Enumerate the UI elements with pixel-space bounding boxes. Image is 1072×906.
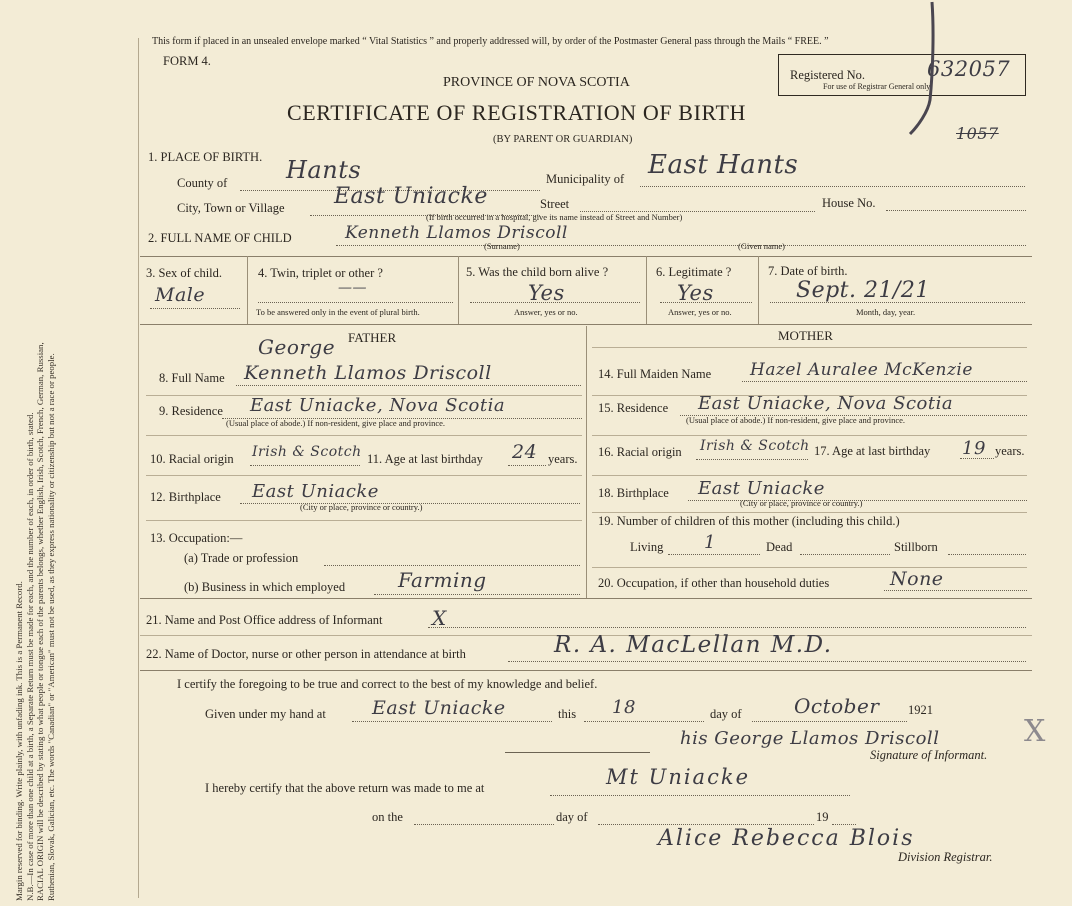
given-month: October — [794, 694, 880, 718]
q7-label: 7. Date of birth. — [768, 264, 848, 278]
province-heading: PROVINCE OF NOVA SCOTIA — [443, 75, 630, 90]
q6-value: Yes — [677, 281, 714, 305]
this-label: this — [558, 707, 577, 721]
given-place: East Uniacke — [372, 697, 506, 719]
margin-note-3: RACIAL ORIGIN will be described by stating to what people or tongue each of the parents belongs, whether English, Irish, Scotch, French, German, Russian, — [35, 342, 45, 901]
certificate-title: CERTIFICATE OF REGISTRATION OF BIRTH — [287, 100, 746, 125]
registrar-statement: I hereby certify that the above return was made to me at — [205, 781, 485, 795]
mother-residence-label: 15. Residence — [598, 401, 669, 415]
q21-label: 21. Name and Post Office address of Informant — [146, 613, 383, 627]
father-business-value: Farming — [398, 568, 487, 592]
mother-children-label: 19. Number of children of this mother (including this child.) — [598, 514, 900, 528]
q4-value: —— — [338, 280, 367, 296]
informant-signature: his George Llamos Driscoll — [680, 728, 940, 749]
hospital-note: (If birth occurred in a hospital, give its name instead of Street and Number) — [426, 212, 683, 222]
q6-label: 6. Legitimate ? — [656, 265, 732, 279]
q3-value: Male — [155, 284, 206, 306]
mother-racial-value: Irish & Scotch — [700, 438, 810, 454]
registered-number: 632057 — [927, 57, 1011, 81]
father-heading: FATHER — [348, 330, 397, 345]
q4-note: To be answered only in the event of plural birth. — [256, 307, 420, 317]
father-age-label: 11. Age at last birthday — [367, 452, 483, 466]
mother-living-value: 1 — [704, 532, 716, 553]
mother-racial-label: 16. Racial origin — [598, 445, 682, 459]
county-value: Hants — [286, 156, 362, 184]
mother-birthplace-value: East Uniacke — [698, 478, 825, 499]
mother-years: years. — [995, 444, 1025, 458]
mother-residence-note: (Usual place of abode.) If non-resident, give place and province. — [686, 415, 906, 425]
father-birthplace-label: 12. Birthplace — [150, 490, 221, 504]
registered-note: For use of Registrar General only. — [823, 82, 932, 91]
father-name-insert: George — [258, 335, 336, 359]
mother-age-value: 19 — [962, 438, 986, 459]
municipality-label: Municipality of — [546, 172, 625, 186]
margin-note-4: Ruthenian, Slovak, Galician, etc. The words "Canadian" or "American" must not be used, as they express nationality or citizenship but not a race or people. — [45, 353, 56, 901]
father-racial-value: Irish & Scotch — [252, 444, 362, 460]
mail-notice: This form if placed in an unsealed envelope marked “ Vital Statistics ” and properly addressed will, by order of the Postmaster General pass through the Mails “ FREE. ” — [152, 36, 829, 47]
mother-living-label: Living — [630, 540, 664, 554]
pen-stroke-mark — [900, 0, 960, 140]
registrar-day-of-label: day of — [556, 810, 588, 824]
father-racial-label: 10. Racial origin — [150, 452, 234, 466]
father-residence-note: (Usual place of abode.) If non-resident, give place and province. — [226, 418, 446, 428]
father-name-value: Kenneth Llamos Driscoll — [244, 362, 492, 384]
father-business-label: (b) Business in which employed — [184, 580, 346, 594]
margin-note-1: Margin reserved for binding. Write plainly, with unfading ink. This is a Permanent Record. — [14, 581, 24, 901]
q4-label: 4. Twin, triplet or other ? — [258, 266, 383, 280]
certify-statement: I certify the foregoing to be true and correct to the best of my knowledge and belief. — [177, 677, 598, 691]
surname-note: (Surname) — [484, 241, 520, 251]
registrar-on-label: on the — [372, 810, 403, 824]
mother-birthplace-label: 18. Birthplace — [598, 486, 669, 500]
certificate-subtitle: (BY PARENT OR GUARDIAN) — [493, 134, 633, 145]
mother-age-label: 17. Age at last birthday — [814, 444, 931, 458]
mother-dead-label: Dead — [766, 540, 793, 554]
q5-note: Answer, yes or no. — [514, 307, 578, 317]
given-name-note: (Given name) — [738, 241, 785, 251]
street-label: Street — [540, 197, 570, 211]
house-label: House No. — [822, 196, 876, 210]
mother-heading: MOTHER — [778, 328, 833, 343]
given-year: 1921 — [908, 703, 933, 717]
q5-label: 5. Was the child born alive ? — [466, 265, 609, 279]
child-name-value: Kenneth Llamos Driscoll — [345, 223, 568, 243]
crossed-number: 1057 — [956, 124, 999, 143]
mother-name-value: Hazel Auralee McKenzie — [750, 360, 973, 380]
registrar-place: Mt Uniacke — [606, 765, 750, 789]
registrar-signature: Alice Rebecca Blois — [658, 826, 915, 851]
informant-mark: X — [1024, 714, 1046, 749]
margin-notes — [14, 41, 56, 901]
father-name-label: 8. Full Name — [159, 371, 225, 385]
informant-signature-label: Signature of Informant. — [870, 748, 988, 762]
mother-name-label: 14. Full Maiden Name — [598, 367, 712, 381]
city-value: East Uniacke — [334, 184, 488, 209]
municipality-value: East Hants — [648, 150, 799, 180]
q7-value: Sept. 21/21 — [796, 278, 930, 303]
father-trade-label: (a) Trade or profession — [184, 551, 299, 565]
registered-label: Registered No. — [790, 68, 865, 82]
q5-value: Yes — [528, 281, 565, 305]
day-of-label: day of — [710, 707, 742, 721]
father-birthplace-value: East Uniacke — [252, 481, 379, 502]
mother-birthplace-note: (City or place, province or country.) — [740, 498, 863, 508]
county-label: County of — [177, 176, 228, 190]
father-age-value: 24 — [512, 441, 538, 463]
q3-label: 3. Sex of child. — [146, 266, 223, 280]
city-label: City, Town or Village — [177, 201, 285, 215]
child-name-label: 2. FULL NAME OF CHILD — [148, 231, 292, 245]
q22-label: 22. Name of Doctor, nurse or other person in attendance at birth — [146, 647, 466, 661]
mother-stillborn-label: Stillborn — [894, 540, 938, 554]
form-number: FORM 4. — [163, 54, 211, 68]
q22-value: R. A. MacLellan M.D. — [554, 632, 833, 658]
mother-residence-value: East Uniacke, Nova Scotia — [698, 393, 954, 414]
place-label: 1. PLACE OF BIRTH. — [148, 150, 263, 164]
father-years: years. — [548, 452, 578, 466]
father-occupation-label: 13. Occupation:— — [150, 531, 243, 545]
father-residence-label: 9. Residence — [159, 404, 223, 418]
given-label: Given under my hand at — [205, 707, 326, 721]
q7-note: Month, day, year. — [856, 307, 916, 317]
q21-value: X — [432, 606, 447, 630]
registrar-label: Division Registrar. — [898, 850, 993, 864]
margin-divider — [138, 38, 139, 898]
q6-note: Answer, yes or no. — [668, 307, 732, 317]
given-day: 18 — [612, 697, 636, 718]
father-birthplace-note: (City or place, province or country.) — [300, 502, 423, 512]
mother-occupation-label: 20. Occupation, if other than household duties — [598, 576, 830, 590]
father-residence-value: East Uniacke, Nova Scotia — [250, 395, 506, 416]
registrar-year-prefix: 19 — [816, 810, 829, 824]
mother-occupation-value: None — [890, 568, 944, 590]
margin-note-2: N.B.—In case of more than one child at a birth, a Separate Return must be made for each, and the number of each, in order of birth, stated. — [24, 412, 35, 901]
